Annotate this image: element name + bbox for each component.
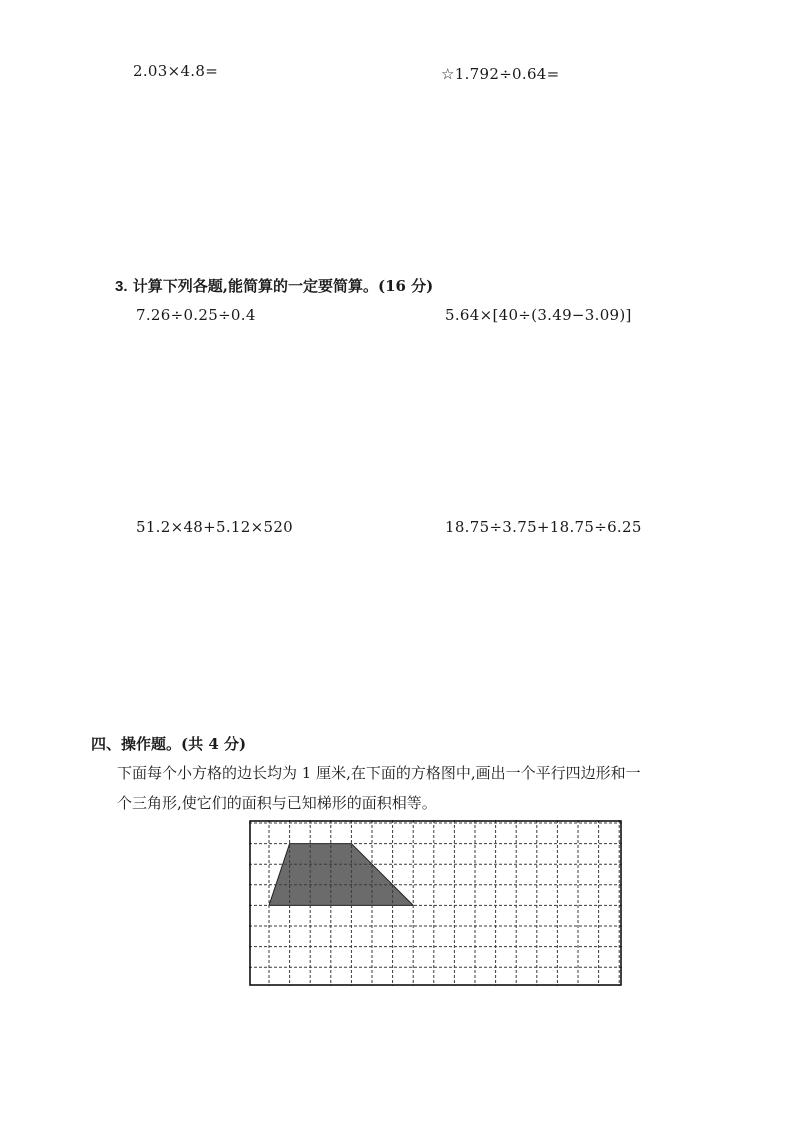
section4-heading: 四、操作题。(共 4 分) xyxy=(91,735,247,753)
section3-heading xyxy=(115,275,433,296)
grid-figure xyxy=(249,820,622,986)
section4-instruction-line-2: 个三角形,使它们的面积与已知梯形的面积相等。 xyxy=(117,794,437,812)
section3-problem-4: 18.75÷3.75+18.75÷6.25 xyxy=(445,518,642,536)
section3-number: 3. xyxy=(115,278,128,295)
section4-instructions xyxy=(117,758,757,818)
trapezoid-shape xyxy=(269,844,413,906)
problem-multiply: 2.03×4.8= xyxy=(133,62,219,80)
section4-instruction-line-1: 下面每个小方格的边长均为 1 厘米,在下面的方格图中,画出一个平行四边形和一 xyxy=(117,764,641,782)
section3-title: 计算下列各题,能简算的一定要简算。(16 分) xyxy=(132,277,434,295)
problem-divide-starred: ☆1.792÷0.64= xyxy=(441,65,560,83)
section3-problem-1: 7.26÷0.25÷0.4 xyxy=(136,306,256,324)
section3-problem-3: 51.2×48+5.12×520 xyxy=(136,518,294,536)
section3-problem-2: 5.64×[40÷(3.49−3.09)] xyxy=(445,306,632,324)
